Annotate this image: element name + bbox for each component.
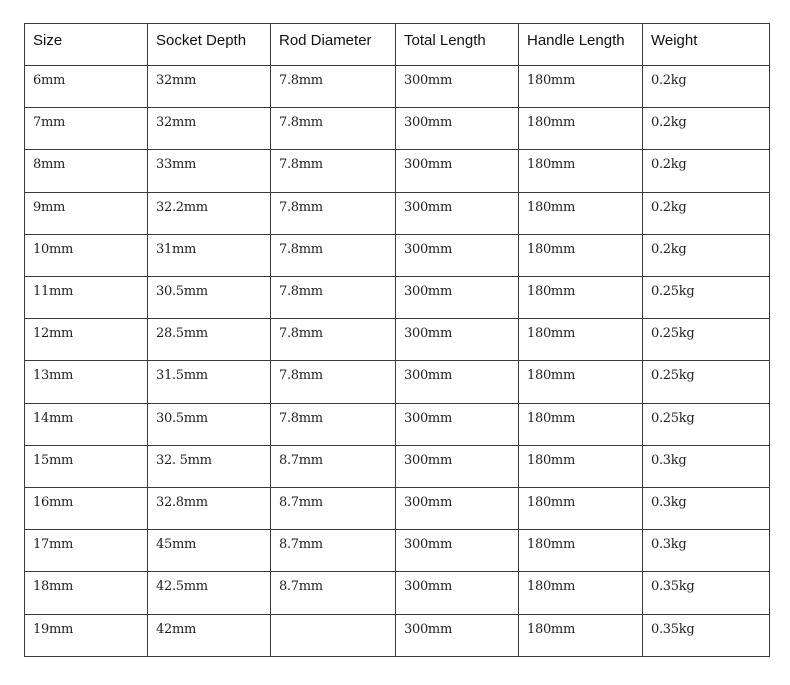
cell-weight: 0.2kg xyxy=(643,192,770,234)
table-row xyxy=(25,488,770,530)
cell-handle-length: 180mm xyxy=(519,488,643,530)
cell-handle-length: 180mm xyxy=(519,530,643,572)
table-row xyxy=(25,445,770,487)
cell-weight: 0.3kg xyxy=(643,530,770,572)
header-row xyxy=(25,24,770,66)
cell-size: 8mm xyxy=(25,150,148,192)
cell-socket-depth: 42mm xyxy=(148,614,271,656)
cell-weight: 0.2kg xyxy=(643,234,770,276)
cell-socket-depth: 31mm xyxy=(148,234,271,276)
header-rod-diameter: Rod Diameter xyxy=(271,24,396,66)
cell-size: 14mm xyxy=(25,403,148,445)
cell-weight: 0.3kg xyxy=(643,445,770,487)
header-weight: Weight xyxy=(643,24,770,66)
table-row xyxy=(25,530,770,572)
cell-total-length: 300mm xyxy=(396,530,519,572)
cell-socket-depth: 30.5mm xyxy=(148,403,271,445)
cell-size: 11mm xyxy=(25,277,148,319)
table-row xyxy=(25,614,770,656)
cell-socket-depth: 32.2mm xyxy=(148,192,271,234)
cell-total-length: 300mm xyxy=(396,150,519,192)
cell-size: 16mm xyxy=(25,488,148,530)
header-total-length: Total Length xyxy=(396,24,519,66)
cell-rod-diameter: 7.8mm xyxy=(271,66,396,108)
cell-socket-depth: 33mm xyxy=(148,150,271,192)
table-row xyxy=(25,319,770,361)
header-socket-depth: Socket Depth xyxy=(148,24,271,66)
cell-total-length: 300mm xyxy=(396,192,519,234)
cell-handle-length: 180mm xyxy=(519,277,643,319)
cell-handle-length: 180mm xyxy=(519,319,643,361)
cell-socket-depth: 32.8mm xyxy=(148,488,271,530)
cell-total-length: 300mm xyxy=(396,277,519,319)
cell-handle-length: 180mm xyxy=(519,403,643,445)
cell-size: 10mm xyxy=(25,234,148,276)
cell-weight: 0.2kg xyxy=(643,108,770,150)
cell-total-length: 300mm xyxy=(396,108,519,150)
cell-socket-depth: 31.5mm xyxy=(148,361,271,403)
cell-socket-depth: 32mm xyxy=(148,66,271,108)
table-row xyxy=(25,192,770,234)
cell-rod-diameter: 8.7mm xyxy=(271,572,396,614)
cell-handle-length: 180mm xyxy=(519,234,643,276)
cell-size: 13mm xyxy=(25,361,148,403)
table-row xyxy=(25,403,770,445)
cell-handle-length: 180mm xyxy=(519,614,643,656)
table-row xyxy=(25,234,770,276)
cell-handle-length: 180mm xyxy=(519,150,643,192)
spec-table xyxy=(24,23,770,657)
cell-rod-diameter: 7.8mm xyxy=(271,234,396,276)
cell-size: 15mm xyxy=(25,445,148,487)
cell-weight: 0.25kg xyxy=(643,361,770,403)
header-handle-length: Handle Length xyxy=(519,24,643,66)
table-row xyxy=(25,66,770,108)
cell-total-length: 300mm xyxy=(396,445,519,487)
cell-weight: 0.25kg xyxy=(643,403,770,445)
cell-handle-length: 180mm xyxy=(519,66,643,108)
cell-socket-depth: 42.5mm xyxy=(148,572,271,614)
cell-rod-diameter: 7.8mm xyxy=(271,192,396,234)
cell-rod-diameter: 7.8mm xyxy=(271,319,396,361)
cell-total-length: 300mm xyxy=(396,572,519,614)
cell-rod-diameter: 8.7mm xyxy=(271,530,396,572)
table-row xyxy=(25,277,770,319)
cell-weight: 0.25kg xyxy=(643,319,770,361)
cell-size: 17mm xyxy=(25,530,148,572)
cell-total-length: 300mm xyxy=(396,319,519,361)
cell-total-length: 300mm xyxy=(396,234,519,276)
cell-weight: 0.2kg xyxy=(643,66,770,108)
cell-socket-depth: 45mm xyxy=(148,530,271,572)
cell-size: 9mm xyxy=(25,192,148,234)
cell-total-length: 300mm xyxy=(396,361,519,403)
cell-weight: 0.2kg xyxy=(643,150,770,192)
table-body xyxy=(25,66,770,657)
cell-size: 6mm xyxy=(25,66,148,108)
cell-handle-length: 180mm xyxy=(519,572,643,614)
cell-rod-diameter: 7.8mm xyxy=(271,361,396,403)
table-row xyxy=(25,108,770,150)
cell-handle-length: 180mm xyxy=(519,108,643,150)
cell-size: 19mm xyxy=(25,614,148,656)
cell-size: 18mm xyxy=(25,572,148,614)
cell-socket-depth: 32mm xyxy=(148,108,271,150)
table-row xyxy=(25,572,770,614)
cell-rod-diameter: 7.8mm xyxy=(271,403,396,445)
cell-rod-diameter: 8.7mm xyxy=(271,445,396,487)
cell-total-length: 300mm xyxy=(396,66,519,108)
cell-rod-diameter: 8.7mm xyxy=(271,488,396,530)
cell-weight: 0.35kg xyxy=(643,614,770,656)
cell-total-length: 300mm xyxy=(396,488,519,530)
cell-weight: 0.3kg xyxy=(643,488,770,530)
cell-handle-length: 180mm xyxy=(519,192,643,234)
cell-rod-diameter xyxy=(271,614,396,656)
table-row xyxy=(25,361,770,403)
cell-socket-depth: 32. 5mm xyxy=(148,445,271,487)
cell-socket-depth: 30.5mm xyxy=(148,277,271,319)
header-size: Size xyxy=(25,24,148,66)
cell-total-length: 300mm xyxy=(396,614,519,656)
cell-weight: 0.25kg xyxy=(643,277,770,319)
cell-rod-diameter: 7.8mm xyxy=(271,108,396,150)
cell-rod-diameter: 7.8mm xyxy=(271,150,396,192)
cell-handle-length: 180mm xyxy=(519,361,643,403)
cell-size: 7mm xyxy=(25,108,148,150)
cell-weight: 0.35kg xyxy=(643,572,770,614)
cell-total-length: 300mm xyxy=(396,403,519,445)
cell-socket-depth: 28.5mm xyxy=(148,319,271,361)
cell-handle-length: 180mm xyxy=(519,445,643,487)
table-row xyxy=(25,150,770,192)
cell-size: 12mm xyxy=(25,319,148,361)
cell-rod-diameter: 7.8mm xyxy=(271,277,396,319)
